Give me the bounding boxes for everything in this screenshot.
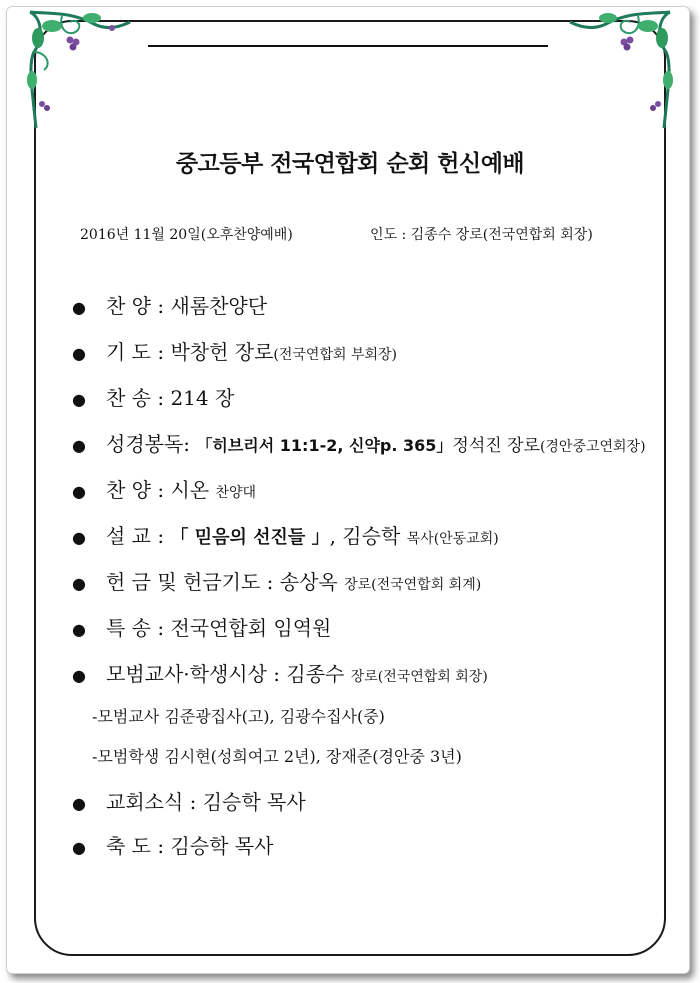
order-item-prayer: ● 기 도 : 박창헌 장로(전국연합회 부회장) (72, 340, 397, 364)
awards-students: -모범학생 김시현(성희여고 2년), 장재준(경안중 3년) (92, 747, 462, 766)
bullet-icon: ● (72, 436, 86, 455)
bullet-icon: ● (72, 298, 86, 317)
bullet-icon: ● (72, 574, 86, 593)
page-title: 중고등부 전국연합회 순회 헌신예배 (175, 151, 525, 177)
order-item-sermon: ● 설 교 : 「 믿음의 선진들 」, 김승학 목사(안동교회) (72, 524, 499, 548)
service-leader: 인도 : 김종수 장로(전국연합회 회장) (370, 227, 593, 243)
service-date: 2016년 11월 20일(오후찬양예배) (80, 227, 293, 243)
vine-ornament-icon (548, 8, 678, 138)
awards-teachers: -모범교사 김준광집사(고), 김광수집사(중) (92, 707, 385, 726)
order-item-choir: ● 찬 양 : 시온 찬양대 (72, 478, 257, 502)
bullet-icon: ● (72, 344, 86, 363)
order-item-offering: ● 헌 금 및 헌금기도 : 송상옥 장로(전국연합회 회계) (72, 570, 482, 594)
order-item-special-song: ● 특 송 : 전국연합회 임역원 (72, 616, 332, 640)
order-item-hymn-choir: ● 찬 양 : 새롬찬양단 (72, 294, 268, 318)
bullet-icon: ● (72, 838, 86, 857)
order-item-benediction: ● 축 도 : 김승학 목사 (72, 834, 274, 858)
order-item-hymn: ● 찬 송 : 214 장 (72, 386, 235, 410)
bullet-icon: ● (72, 620, 86, 639)
bullet-icon: ● (72, 794, 86, 813)
order-item-news: ● 교회소식 : 김승학 목사 (72, 790, 306, 814)
bullet-icon: ● (72, 528, 86, 547)
vine-ornament-icon (22, 8, 152, 138)
order-item-awards: ● 모범교사·학생시상 : 김종수 장로(전국연합회 회장) (72, 662, 488, 686)
bullet-icon: ● (72, 666, 86, 685)
header-rule (148, 45, 548, 47)
bullet-icon: ● (72, 390, 86, 409)
order-item-scripture: ● 성경봉독: 「히브리서 11:1-2, 신약p. 365」정석진 장로(경안중고연회장) (72, 432, 646, 456)
bullet-icon: ● (72, 482, 86, 501)
